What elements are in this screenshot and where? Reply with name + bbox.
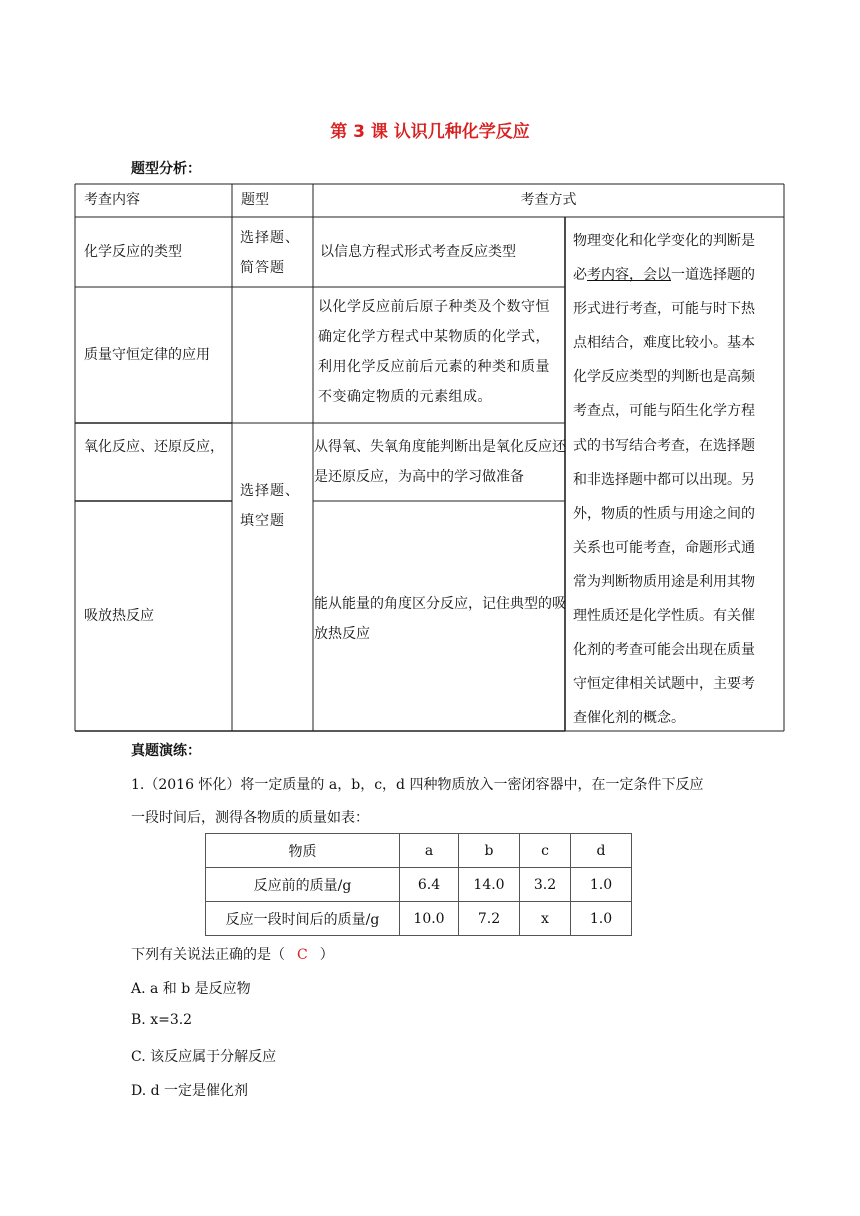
page-title: 第 3 课 认识几种化学反应 — [330, 122, 530, 142]
row3-content: 氧化反应、还原反应， — [84, 439, 224, 455]
row4-method: 能从能量的角度区分反应，记住典型的吸放热反应 — [314, 596, 566, 642]
mass-header-cell: c — [520, 834, 571, 868]
mass-cell: 反应前的质量/g — [206, 868, 400, 902]
mass-cell: 1.0 — [571, 868, 632, 902]
summary-line: 物理变化和化学变化的判断是 — [573, 233, 755, 249]
mass-table — [205, 833, 632, 936]
summary-line: 点相结合，难度比较小。基本 — [573, 335, 755, 352]
question-prompt — [131, 944, 334, 964]
summary-line: 式的书写结合考查，在选择题 — [573, 437, 755, 454]
mass-cell: 10.0 — [400, 902, 459, 936]
row1-method: 以信息方程式形式考查反应类型 — [320, 244, 516, 260]
header-type: 题型 — [241, 192, 269, 208]
question-stem: 1.（2016 怀化）将一定质量的 a，b，c，d 四种物质放入一密闭容器中，在一定条件下反应 — [131, 777, 704, 793]
summary-line: 守恒定律相关试题中，主要考 — [573, 676, 755, 693]
prompt-prefix: 下列有关说法正确的是（ — [131, 947, 285, 963]
summary-line: 外，物质的性质与用途之间的 — [573, 505, 755, 522]
section-heading-analysis: 题型分析： — [131, 161, 201, 177]
option-b: B. x=3.2 — [131, 1012, 193, 1028]
option-d: D. d 一定是催化剂 — [131, 1083, 249, 1099]
table-row — [206, 834, 632, 868]
summary-line: 形式进行考查，可能与时下热 — [573, 301, 755, 318]
summary-line: 化剂的考查可能会出现在质量 — [573, 642, 755, 659]
mass-cell: 3.2 — [520, 868, 571, 902]
row4-content: 吸放热反应 — [84, 608, 154, 624]
row1-content: 化学反应的类型 — [84, 244, 182, 260]
prompt-suffix: ） — [319, 947, 334, 963]
option-c: C. 该反应属于分解反应 — [131, 1049, 277, 1065]
mass-header-cell: d — [571, 834, 632, 868]
shared-type: 选择题、填空题 — [240, 483, 300, 529]
summary-line: 常为判断物质用途是利用其物 — [573, 573, 755, 590]
mass-header-cell: a — [400, 834, 459, 868]
row3-method: 从得氧、失氧角度能判断出是氧化反应还是还原反应，为高中的学习做准备 — [314, 439, 566, 485]
option-a: A. a 和 b 是反应物 — [131, 981, 251, 997]
table-row — [206, 868, 632, 902]
header-method: 考查方式 — [520, 192, 577, 208]
mass-cell: 14.0 — [459, 868, 520, 902]
table-row — [206, 902, 632, 936]
summary-line: 关系也可能考查，命题形式通 — [573, 539, 755, 556]
mass-cell: 7.2 — [459, 902, 520, 936]
summary-line: 必考内容，会以一道选择题的 — [573, 267, 755, 284]
summary-line: 和非选择题中都可以出现。另 — [573, 471, 755, 488]
section-heading-practice: 真题演练： — [131, 743, 201, 759]
summary-line: 考查点，可能与陌生化学方程 — [573, 403, 755, 420]
question-stem-cont: 一段时间后，测得各物质的质量如表： — [131, 810, 369, 826]
row1-type: 选择题、简答题 — [240, 230, 300, 276]
answer-mark: C — [297, 947, 308, 963]
summary-text — [573, 224, 778, 735]
underlined-text: 考内容，会以 — [587, 267, 671, 284]
mass-cell: 6.4 — [400, 868, 459, 902]
row2-content: 质量守恒定律的应用 — [84, 347, 210, 363]
mass-cell: 反应一段时间后的质量/g — [206, 902, 400, 936]
summary-line: 查催化剂的概念。 — [573, 710, 685, 727]
summary-line: 理性质还是化学性质。有关催 — [573, 608, 755, 625]
header-content: 考查内容 — [84, 192, 140, 208]
summary-line: 化学反应类型的判断也是高频 — [573, 369, 755, 386]
mass-header-cell: 物质 — [206, 834, 400, 868]
mass-header-cell: b — [459, 834, 520, 868]
row2-method: 以化学反应前后原子种类及个数守恒确定化学方程式中某物质的化学式，利用化学反应前后元素的种类和质量不变确定物质的元素组成。 — [318, 299, 550, 405]
mass-cell: x — [520, 902, 571, 936]
mass-cell: 1.0 — [571, 902, 632, 936]
